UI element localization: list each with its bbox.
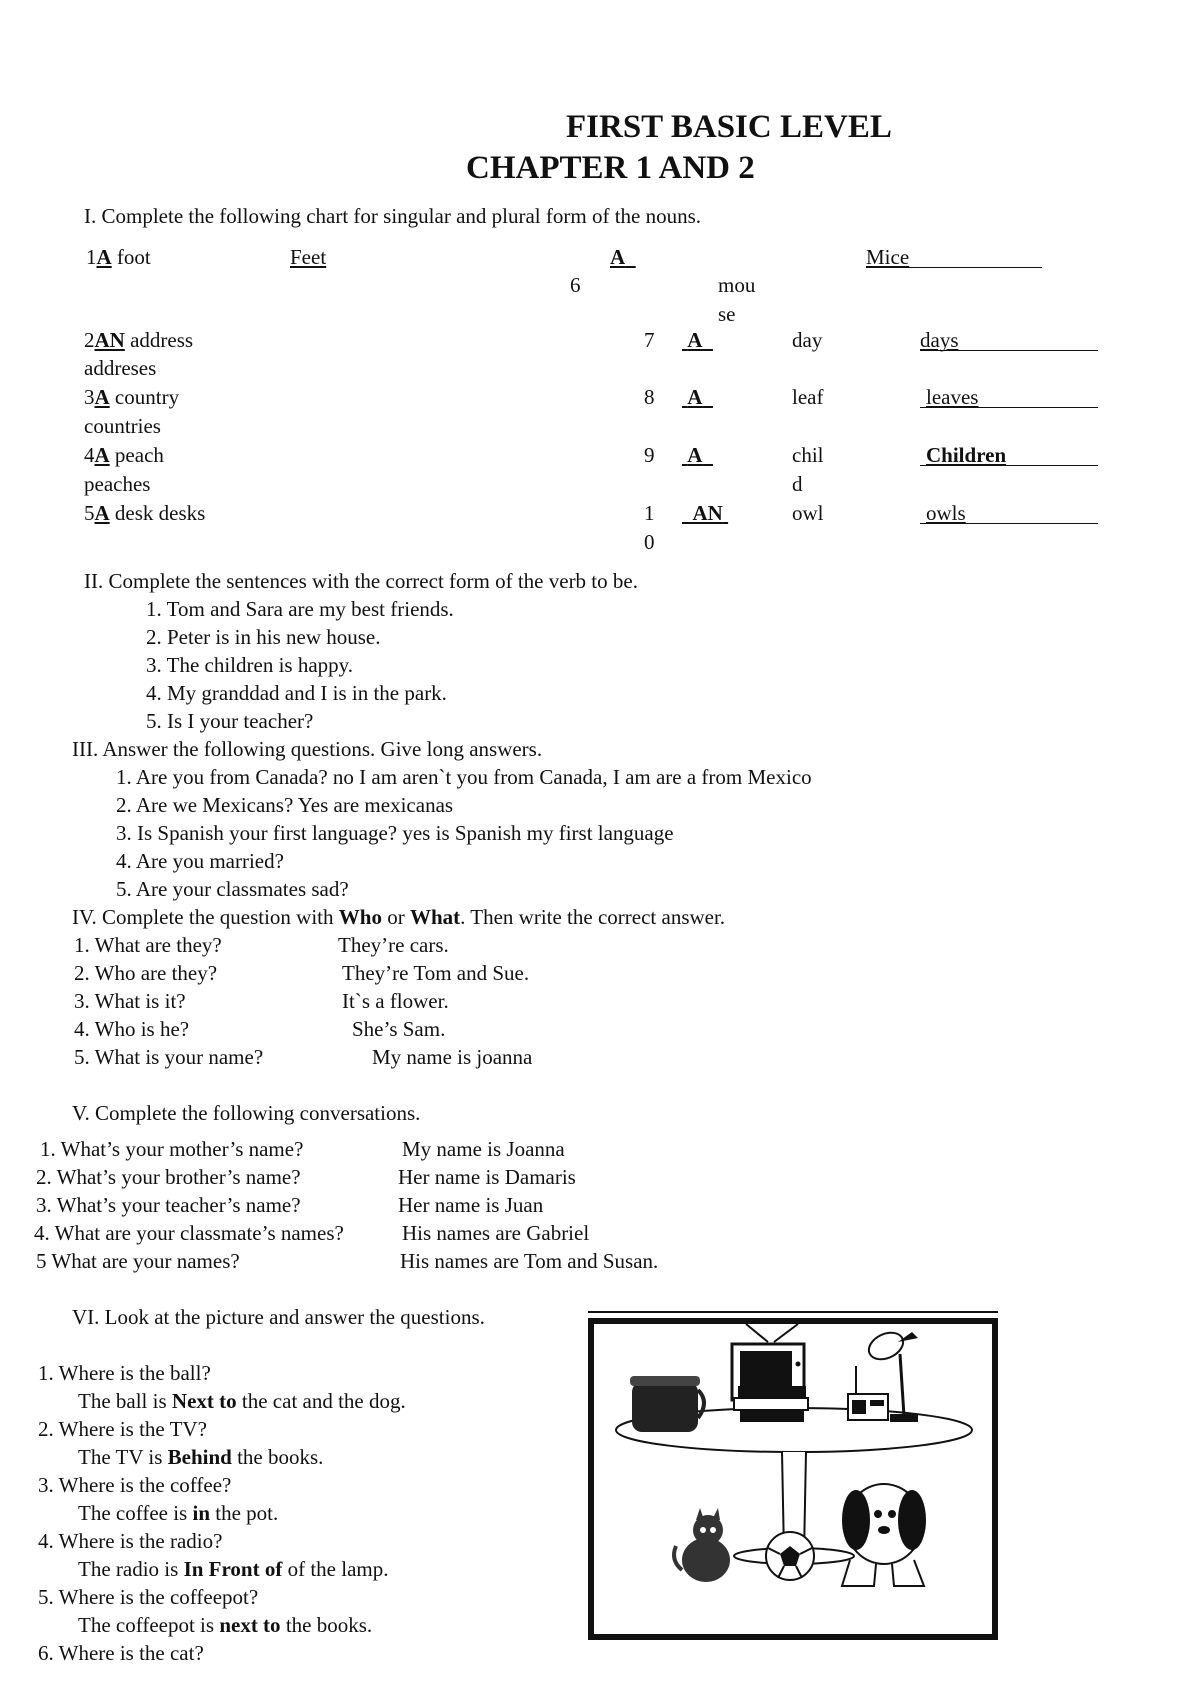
answer: His names are Gabriel — [402, 1221, 590, 1245]
picture-rule — [588, 1311, 998, 1313]
books-icon — [734, 1386, 808, 1422]
coffeepot-icon — [630, 1376, 704, 1432]
list-item: 3. Is Spanish your first language? yes is Spanish my first language — [116, 821, 674, 845]
answer: She’s Sam. — [352, 1017, 446, 1041]
table-row: 2AN address — [84, 328, 194, 352]
row-number: 6 — [570, 273, 581, 297]
question: 3. What’s your teacher’s name? — [36, 1193, 301, 1217]
row-number-cont: 0 — [644, 530, 655, 554]
dog-icon — [842, 1484, 926, 1586]
section6-heading: VI. Look at the picture and answer the questions. — [72, 1305, 485, 1329]
radio-icon — [848, 1366, 888, 1420]
plural-answer: Feet — [290, 245, 327, 269]
answer: Her name is Juan — [398, 1193, 544, 1217]
noun-cont: d — [792, 472, 803, 496]
question: 2. Who are they? — [74, 961, 218, 985]
row-number: 9 — [644, 443, 655, 467]
plural-answer: Mice — [866, 243, 1042, 268]
list-item: 4. Are you married? — [116, 849, 284, 873]
list-item: 4. My granddad and I is in the park. — [146, 681, 447, 705]
list-item: 2. Are we Mexicans? Yes are mexicanas — [116, 793, 454, 817]
article-answer: A — [687, 443, 703, 467]
list-item: 3. The children is happy. — [146, 653, 354, 677]
section5-heading: V. Complete the following conversations. — [72, 1101, 421, 1125]
plural-answer: peaches — [84, 472, 151, 496]
answer: Her name is Damaris — [398, 1165, 576, 1189]
table-scene-illustration — [594, 1324, 992, 1634]
answer: They’re cars. — [338, 933, 449, 957]
question: 2. What’s your brother’s name? — [36, 1165, 301, 1189]
scene-picture — [588, 1318, 998, 1640]
list-item: 5. Are your classmates sad? — [116, 877, 349, 901]
answer: It`s a flower. — [342, 989, 449, 1013]
list-item: 2. Peter is in his new house. — [146, 625, 381, 649]
question: 5 What are your names? — [36, 1249, 240, 1273]
noun-cont: se — [718, 302, 736, 326]
noun: mou — [718, 273, 756, 297]
noun: leaf — [792, 385, 824, 409]
document-subtitle: CHAPTER 1 AND 2 — [466, 150, 755, 186]
plural-answer: leaves — [920, 383, 1098, 408]
question: 4. What are your classmate’s names? — [34, 1221, 344, 1245]
plural-answer: days — [920, 326, 1098, 351]
question: 2. Where is the TV? — [38, 1417, 207, 1441]
table-row: 1A foot — [86, 245, 151, 269]
question: 5. Where is the coffeepot? — [38, 1585, 259, 1609]
question: 4. Who is he? — [74, 1017, 190, 1041]
list-item: 1. Are you from Canada? no I am aren`t you from Canada, I am are a from Mexico — [116, 765, 812, 789]
section2-heading: II. Complete the sentences with the correct form of the verb to be. — [84, 569, 638, 593]
answer: The coffee is in the pot. — [78, 1501, 279, 1525]
article-answer: A — [610, 245, 626, 269]
answer: The TV is Behind the books. — [78, 1445, 324, 1469]
table-row: 4A peach — [84, 443, 164, 467]
section1-heading: I. Complete the following chart for singular and plural form of the nouns. — [84, 204, 702, 228]
question: 1. What’s your mother’s name? — [40, 1137, 304, 1161]
question: 1. Where is the ball? — [38, 1361, 211, 1385]
question: 1. What are they? — [74, 933, 222, 957]
answer: The ball is Next to the cat and the dog. — [78, 1389, 406, 1413]
answer: The radio is In Front of of the lamp. — [78, 1557, 389, 1581]
answer: The coffeepot is next to the books. — [78, 1613, 373, 1637]
cat-icon — [674, 1508, 730, 1582]
article-answer: A — [687, 385, 703, 409]
table-row: 3A country — [84, 385, 180, 409]
section4-heading: IV. Complete the question with Who or What. Then write the correct answer. — [72, 905, 726, 929]
answer: My name is joanna — [372, 1045, 533, 1069]
answer: They’re Tom and Sue. — [342, 961, 530, 985]
list-item: 5. Is I your teacher? — [146, 709, 314, 733]
answer: His names are Tom and Susan. — [400, 1249, 659, 1273]
noun: day — [792, 328, 823, 352]
plural-answer: countries — [84, 414, 161, 438]
question: 6. Where is the cat? — [38, 1641, 204, 1665]
question: 4. Where is the radio? — [38, 1529, 223, 1553]
row-number: 1 — [644, 501, 655, 525]
table-row: 5A desk desks — [84, 501, 206, 525]
question: 5. What is your name? — [74, 1045, 264, 1069]
row-number: 7 — [644, 328, 655, 352]
row-number: 8 — [644, 385, 655, 409]
plural-answer: owls — [920, 499, 1098, 524]
plural-answer: addreses — [84, 356, 157, 380]
list-item: 1. Tom and Sara are my best friends. — [146, 597, 454, 621]
article-answer: A — [687, 328, 703, 352]
ball-icon — [766, 1532, 814, 1580]
article-answer: AN — [692, 501, 723, 525]
document-title: FIRST BASIC LEVEL — [566, 109, 892, 145]
question: 3. Where is the coffee? — [38, 1473, 232, 1497]
noun: owl — [792, 501, 824, 525]
answer: My name is Joanna — [402, 1137, 565, 1161]
question: 3. What is it? — [74, 989, 186, 1013]
section3-heading: III. Answer the following questions. Give long answers. — [72, 737, 543, 761]
noun: chil — [792, 443, 824, 467]
plural-answer: Children — [920, 441, 1098, 466]
